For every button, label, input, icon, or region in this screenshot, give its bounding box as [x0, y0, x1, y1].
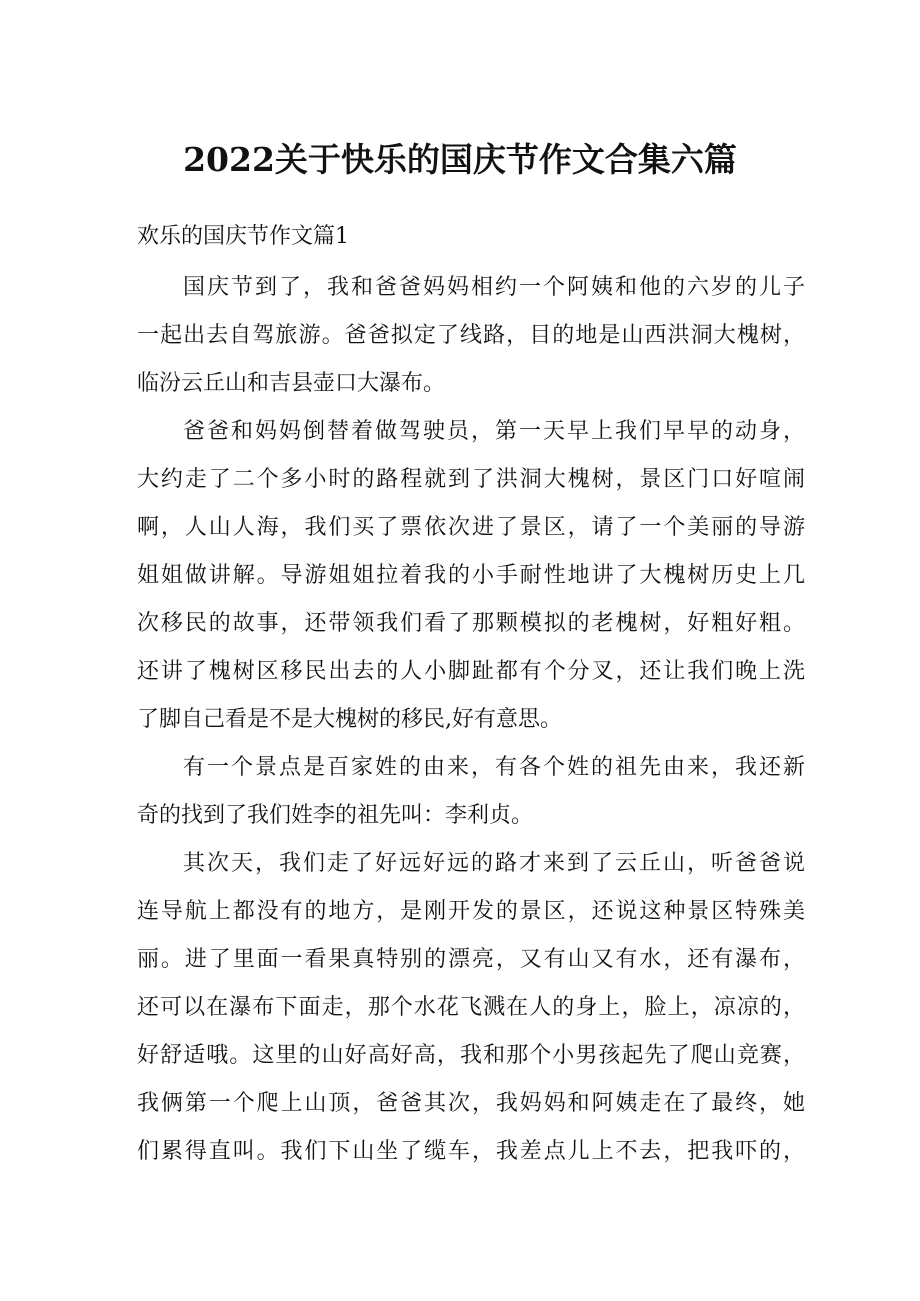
paragraph-line: 还讲了槐树区移民出去的人小脚趾都有个分叉，还让我们晚上洗 [137, 659, 805, 684]
paragraph-line: 啊，人山人海，我们买了票依次进了景区，请了一个美丽的导游 [137, 515, 805, 540]
paragraph-line: 一起出去自驾旅游。爸爸拟定了线路，目的地是山西洪洞大槐树， [137, 323, 805, 348]
paragraph-line: 姐姐做讲解。导游姐姐拉着我的小手耐性地讲了大槐树历史上几 [137, 563, 805, 588]
document-title: 2022关于快乐的国庆节作文合集六篇 [183, 140, 737, 179]
paragraph-line: 大约走了二个多小时的路程就到了洪洞大槐树，景区门口好喧闹 [137, 467, 805, 492]
paragraph-line: 爸爸和妈妈倒替着做驾驶员，第一天早上我们早早的动身， [183, 419, 805, 444]
paragraph-line: 奇的找到了我们姓李的祖先叫：李利贞。 [137, 803, 534, 828]
section-heading: 欢乐的国庆节作文篇1 [137, 224, 349, 249]
paragraph-line: 其次天，我们走了好远好远的路才来到了云丘山，听爸爸说 [183, 851, 805, 876]
paragraph-line: 们累得直叫。我们下山坐了缆车，我差点儿上不去，把我吓的， [137, 1139, 805, 1164]
body-text [137, 264, 805, 1176]
paragraph-line: 有一个景点是百家姓的由来，有各个姓的祖先由来，我还新 [183, 755, 805, 780]
paragraph-line: 了脚自己看是不是大槐树的移民,好有意思。 [137, 707, 562, 732]
paragraph-line: 还可以在瀑布下面走，那个水花飞溅在人的身上，脸上，凉凉的， [137, 995, 805, 1020]
paragraph-line: 次移民的故事，还带领我们看了那颗模拟的老槐树，好粗好粗。 [137, 611, 805, 636]
paragraph-line: 好舒适哦。这里的山好高好高，我和那个小男孩起先了爬山竞赛， [137, 1043, 805, 1068]
paragraph-line: 国庆节到了，我和爸爸妈妈相约一个阿姨和他的六岁的儿子 [183, 275, 805, 300]
paragraph-line: 我俩第一个爬上山顶，爸爸其次，我妈妈和阿姨走在了最终，她 [137, 1091, 805, 1116]
paragraph-line: 连导航上都没有的地方，是刚开发的景区，还说这种景区特殊美 [137, 899, 805, 924]
paragraph-line: 临汾云丘山和吉县壶口大瀑布。 [137, 371, 446, 396]
paragraph-line: 丽。进了里面一看果真特别的漂亮，又有山又有水，还有瀑布， [137, 947, 805, 972]
